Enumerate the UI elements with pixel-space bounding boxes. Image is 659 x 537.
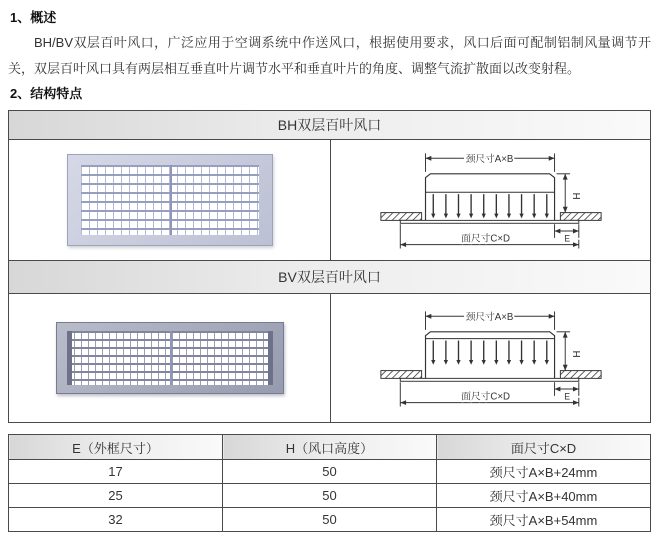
cell-h: 50 xyxy=(223,484,437,508)
bh-grille-photo xyxy=(67,154,273,246)
neck-size-label: 颈尺寸A×B xyxy=(465,312,513,324)
cell-h: 50 xyxy=(223,460,437,484)
duct-height-label: H xyxy=(569,192,581,200)
section2-heading: 2、结构特点 xyxy=(10,86,83,101)
neck-size-label: 颈尺寸A×B xyxy=(465,154,513,166)
col-header-face: 面尺寸C×D xyxy=(437,435,651,460)
table-row xyxy=(9,484,651,508)
bh-diagram-cell xyxy=(331,140,650,260)
bh-grille-divider xyxy=(170,165,172,235)
col-header-h: H（风口高度） xyxy=(223,435,437,460)
bh-dimension-diagram xyxy=(377,145,605,255)
cell-e: 17 xyxy=(9,460,223,484)
bv-row xyxy=(9,294,650,422)
cell-e: 32 xyxy=(9,508,223,532)
dimension-table xyxy=(8,434,651,532)
section1-body: BH/BV双层百叶风口，广泛应用于空调系统中作送风口，根据使用要求，风口后面可配制铝制风量调节开关，双层百叶风口具有两层相互垂直叶片调节水平和垂直叶片的角度、调整气流扩散面以改变射程。 xyxy=(8,35,651,76)
cell-face: 颈尺寸A×B+24mm xyxy=(437,460,651,484)
face-size-label: 面尺寸C×D xyxy=(460,233,510,245)
frame-size-label: E xyxy=(563,233,570,244)
bv-grille-photo xyxy=(56,322,284,394)
table-row xyxy=(9,508,651,532)
bv-photo-cell xyxy=(9,294,331,422)
bh-photo-cell xyxy=(9,140,331,260)
cell-face: 颈尺寸A×B+40mm xyxy=(437,484,651,508)
cell-face: 颈尺寸A×B+54mm xyxy=(437,508,651,532)
frame-size-label: E xyxy=(563,391,570,402)
structure-feature-table xyxy=(8,110,651,423)
bv-grille-grid xyxy=(67,331,273,385)
bv-grille-divider xyxy=(170,331,172,385)
table-row xyxy=(9,460,651,484)
col-header-e: E（外框尺寸） xyxy=(9,435,223,460)
face-size-label: 面尺寸C×D xyxy=(460,391,510,403)
dimension-table-header-row xyxy=(9,435,651,460)
duct-height-label: H xyxy=(569,350,581,358)
cell-e: 25 xyxy=(9,484,223,508)
bv-diagram-cell xyxy=(331,294,650,422)
section1-heading: 1、概述 xyxy=(10,10,57,25)
bv-section-title: BV双层百叶风口 xyxy=(9,260,650,294)
cell-h: 50 xyxy=(223,508,437,532)
bh-row xyxy=(9,140,650,260)
bh-section-title: BH双层百叶风口 xyxy=(9,111,650,140)
bv-dimension-diagram xyxy=(377,303,605,413)
bh-grille-grid xyxy=(81,165,259,235)
